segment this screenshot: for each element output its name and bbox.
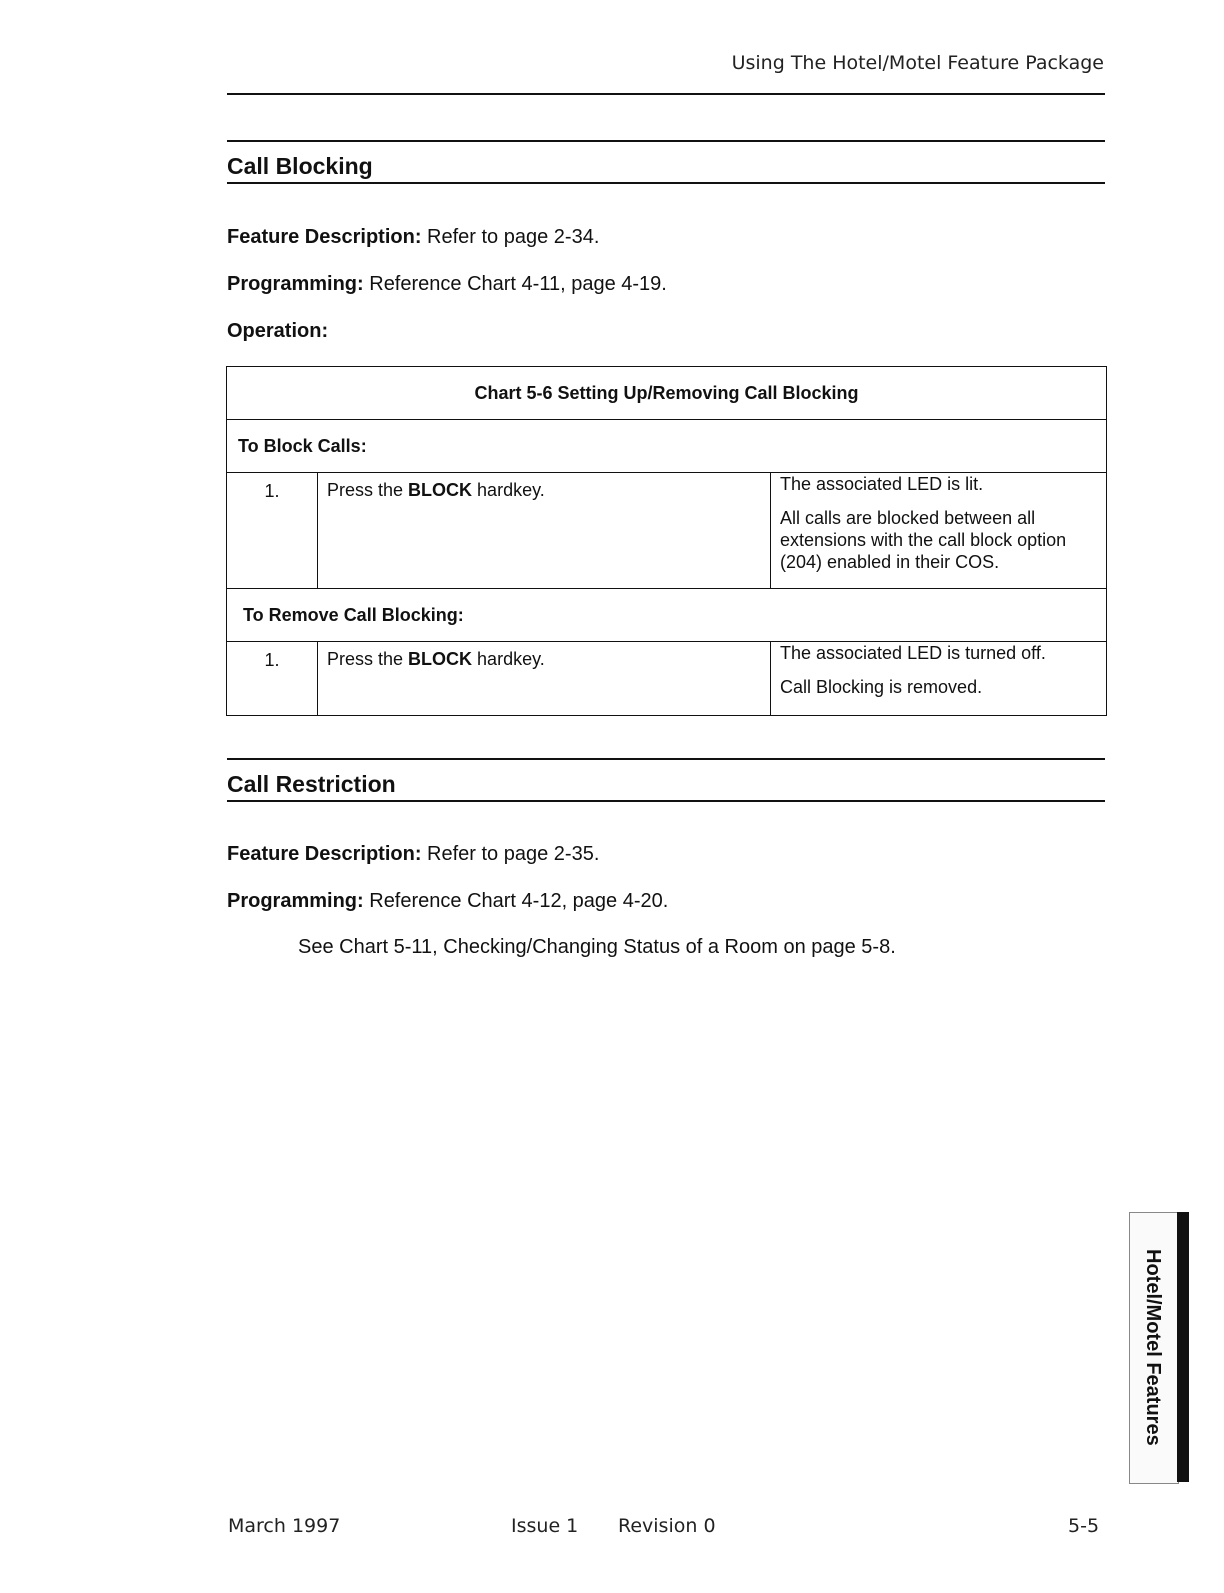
feature-description-line <box>227 226 599 249</box>
see-chart-note: See Chart 5-11, Checking/Changing Status of a Room on page 5-8. <box>298 936 896 958</box>
feature-description-line <box>227 843 599 866</box>
block-calls-heading: To Block Calls: <box>227 420 1107 473</box>
section-title-call-restriction: Call Restriction <box>227 771 396 797</box>
result-line-2: Call Blocking is removed. <box>780 677 983 697</box>
programming-line <box>227 890 668 913</box>
programming-text: Reference Chart 4-11, page 4-19. <box>363 273 667 295</box>
step-number: 1. <box>227 473 318 589</box>
table-row <box>227 642 1107 716</box>
step-text-pre: Press the <box>327 649 409 669</box>
step-result <box>771 642 1107 716</box>
footer-revision: Revision 0 <box>618 1515 716 1537</box>
feature-description-text: Refer to page 2-35. <box>421 843 600 865</box>
section-rule-bottom <box>227 800 1105 802</box>
feature-description-label: Feature Description: <box>227 226 422 248</box>
feature-description-text: Refer to page 2-34. <box>421 226 600 248</box>
step-key: BLOCK <box>408 480 473 500</box>
section-rule-bottom <box>227 182 1105 184</box>
step-result <box>771 473 1107 589</box>
operation-line <box>227 320 328 343</box>
step-number: 1. <box>227 642 318 716</box>
programming-text: Reference Chart 4-12, page 4-20. <box>363 890 669 912</box>
chart-5-6-table <box>226 366 1107 716</box>
programming-line <box>227 273 667 296</box>
step-text-post: hardkey. <box>472 480 545 500</box>
section-rule-top <box>227 758 1105 760</box>
footer-issue: Issue 1 <box>511 1515 579 1537</box>
result-line-1: The associated LED is turned off. <box>780 643 1046 663</box>
section-title-call-blocking: Call Blocking <box>227 153 373 179</box>
programming-label: Programming: <box>227 890 364 912</box>
step-instruction <box>318 473 771 589</box>
footer-page-number: 5-5 <box>1068 1515 1100 1537</box>
section-rule-top <box>227 140 1105 142</box>
result-line-2: All calls are blocked between all extensions with the call block option (204) enabled in their COS. <box>780 508 1067 572</box>
header-rule <box>227 93 1105 95</box>
step-instruction <box>318 642 771 716</box>
side-tab-bar <box>1177 1212 1189 1482</box>
chart-title: Chart 5-6 Setting Up/Removing Call Blocking <box>227 367 1107 420</box>
operation-label: Operation: <box>227 320 329 342</box>
step-key: BLOCK <box>408 649 473 669</box>
table-row <box>227 473 1107 589</box>
running-header: Using The Hotel/Motel Feature Package <box>731 52 1104 74</box>
feature-description-label: Feature Description: <box>227 843 422 865</box>
step-text-pre: Press the <box>327 480 409 500</box>
remove-call-blocking-heading: To Remove Call Blocking: <box>227 589 1107 642</box>
programming-label: Programming: <box>227 273 364 295</box>
footer-date: March 1997 <box>228 1515 341 1537</box>
result-line-1: The associated LED is lit. <box>780 474 984 494</box>
side-tab-label: Hotel/Motel Features <box>1142 1248 1164 1446</box>
step-text-post: hardkey. <box>472 649 545 669</box>
